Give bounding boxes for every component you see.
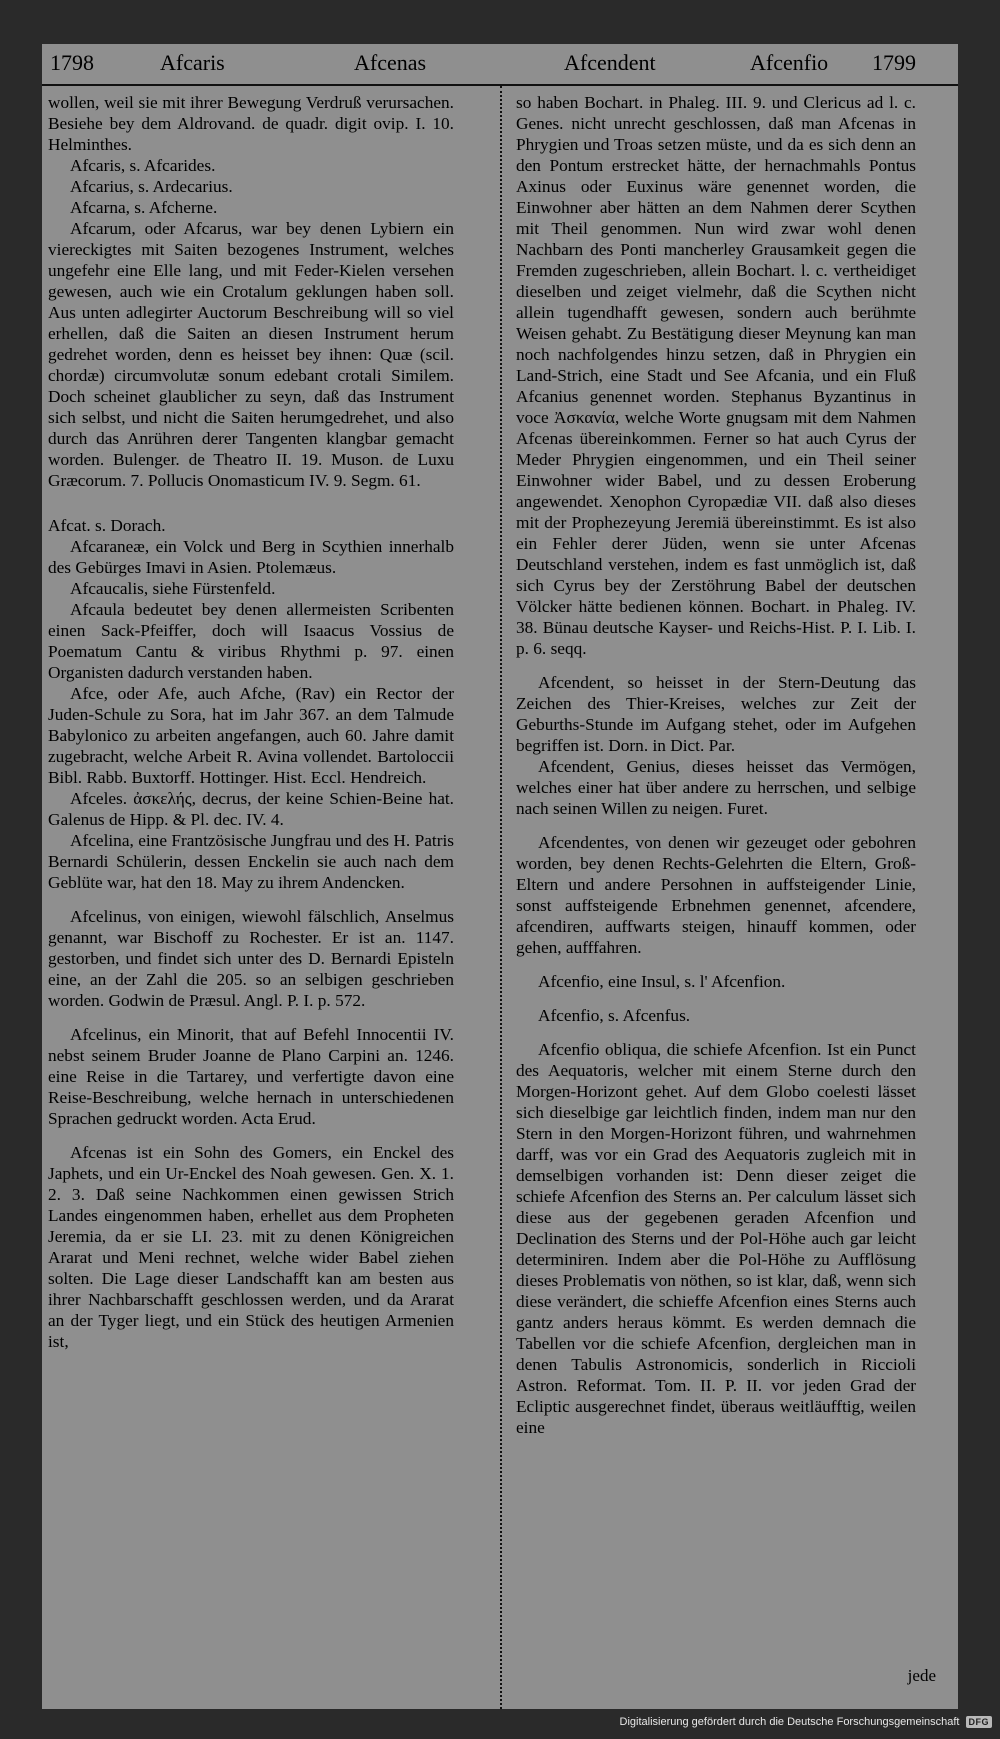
entry-paragraph: Afcat. s. Dorach.	[48, 516, 166, 535]
entry-paragraph: so haben Bochart. in Phaleg. III. 9. und Clericus ad l. c. Genes. nicht unrecht geschlossen, daß man Afcenas in Phrygien und Troas setzen müste, und da es sich denn an den Pontum erstrecket hätte, der hernachmahls Pontus Axinus oder Euxinus wäre genennet worden, die Einwohner aber hätten an dem Nahmen derer Scythen mit Theil genommen. Nun wird zwar wohl denen Nachbarn des Ponti mancherley Grausamkeit gegen die Fremden zugeschrieben, allein Bochart. l. c. vertheidiget dieselben und zeiget vielmehr, daß die Scythen nicht allein tugendhafft gewesen, sondern auch berühmte Weisen gehabt. Zu Bestätigung dieser Meynung kan man noch nachfolgendes hinzu setzen, daß in Phrygien ein Land-Strich, eine Stadt und See Afcania, und ein Fluß Afcanius genennet worden. Stephanus Byzantinus in voce Ἀσκανία, welche Worte gnugsam mit dem Nahmen Afcenas übereinkommen. Ferner so hat auch Cyrus der Meder Phrygien eingenommen, und ein Theil seiner Einwohner wider Babel, und zu dessen Eroberung angewendet. Xenophon Cyropædiæ VII. daß also dieses mit der Prophezeyung Jeremiä übereinstimmt. Es ist also ein Fehler derer Jüden, wenn sie unter Afcenas Deutschland verstehen, indem es fast unmöglich ist, daß sich Cyrus bey der Zerstöhrung Babel der deutschen Völcker hätte bedienen können. Bochart. in Phaleg. IV. 38. Bünau deutsche Kayser- und Reichs-Hist. P. I. Lib. I. p. 6. seqq.	[516, 93, 916, 658]
entry-paragraph: Afcenas ist ein Sohn des Gomers, ein Enckel des Japhets, und ein Ur-Enckel des Noah gewesen. Gen. X. 1. 2. 3. Daß seine Nachkommen einen gewissen Strich Landes eingenommen haben, erhellet aus dem Propheten Jeremia, da er sie LI. 23. mit zu denen Königreichen Ararat und Meni rechnet, welche wider Babel ziehen solten. Die Lage dieser Landschafft kan am besten aus ihrer Nachbarschafft geschlossen werden, und da Ararat an der Tyger liegt, und ein Stück des heutigen Armenien ist,	[48, 1143, 454, 1351]
running-title-left-1: Afcaris	[160, 50, 225, 75]
dfg-logo: DFG	[966, 1716, 993, 1728]
entry-paragraph: Afcendent, so heisset in der Stern-Deutung das Zeichen des Thier-Kreises, welches zur Zeit der Geburths-Stunde im Aufgang stehet, oder im Aufgehen begriffen ist. Dorn. in Dict. Par.	[516, 673, 916, 755]
entry-paragraph: Afce, oder Afe, auch Afche, (Rav) ein Rector der Juden-Schule zu Sora, hat im Jahr 367. an dem Talmude Babylonico zu arbeiten angefangen, auch 60. Jahre damit zugebracht, welche Arbeit R. Avina vollendet. Bartoloccii Bibl. Rabb. Buxtorff. Hottinger. Hist. Eccl. Hendreich.	[48, 684, 454, 787]
entry-paragraph: Afcendentes, von denen wir gezeuget oder gebohren worden, bey denen Rechts-Gelehrten die Eltern, Groß-Eltern und andere Persohnen in auffsteigender Linie, sonst auffsteigende Erbnehmen genennet, afcendere, afcendiren, auffwarts steigen, hinauff kommen, oder gehen, aufffahren.	[516, 833, 916, 957]
left-column	[48, 92, 454, 1352]
entry-paragraph: Afcelinus, von einigen, wiewohl fälschlich, Anselmus genannt, war Bischoff zu Rochester. Er ist an. 1147. gestorben, und findet sich unter des D. Bernardi Episteln eine, an der Zahl die 205. so an selbigen geschrieben worden. Godwin de Præsul. Angl. P. I. p. 572.	[48, 907, 454, 1010]
entry-paragraph: Afcelinus, ein Minorit, that auf Befehl Innocentii IV. nebst seinem Bruder Joanne de Plano Carpini an. 1246. eine Reise in die Tartarey, und verfertigte davon eine Reise-Beschreibung, welche hernach in unterschiedenen Sprachen gedruckt worden. Acta Erud.	[48, 1025, 454, 1128]
entry-paragraph: Afcaula bedeutet bey denen allermeisten Scribenten einen Sack-Pfeiffer, doch will Isaacus Vossius de Poematum Cantu & viribus Rhythmi p. 97. einen Organisten dadurch verstanden haben.	[48, 600, 454, 682]
running-title-right-2: Afcenfio	[750, 50, 829, 75]
entry-paragraph: Afcaraneæ, ein Volck und Berg in Scythien innerhalb des Gebürges Imavi in Asien. Ptolemæus.	[48, 537, 454, 577]
entry-paragraph: Afcelina, eine Frantzösische Jungfrau und des H. Patris Bernardi Schülerin, dessen Enckelin sie auch nach dem Geblüte war, hat den 18. May zu ihrem Andencken.	[48, 831, 454, 892]
running-title-right-1: Afcendent	[564, 50, 656, 75]
column-divider	[500, 86, 502, 1709]
page-number-left: 1798	[50, 50, 94, 75]
entry-paragraph: Afcendent, Genius, dieses heisset das Vermögen, welches einer hat über andere zu herrschen, und selbige nach seinen Willen zu neigen. Furet.	[516, 757, 916, 818]
entry-paragraph: Afcenfio, eine Insul, s. l' Afcenfion.	[538, 972, 786, 991]
page-number-right: 1799	[872, 50, 916, 75]
entry-paragraph: Afcaris, s. Afcarides.	[70, 156, 216, 175]
entry-paragraph: Afcenfio obliqua, die schiefe Afcenfion. Ist ein Punct des Aequatoris, welcher mit einem Sterne durch den Morgen-Horizont gehet. Auf dem Globo coelesti lässet sich dieselbige gar leichtlich finden, indem man nur den Stern in den Morgen-Horizont führen, und wahrnehmen darff, was vor ein Grad des Aequatoris zugleich mit in demselbigen vorhanden ist: Denn dieser zeiget die schiefe Afcenfion des Sterns an. Per calculum lässet sich diese aus der gegebenen geraden Afcenfion und Declination des Sterns und der Pol-Höhe auch gar leicht determiniren. Indem aber die Pol-Höhe zu Aufflösung dieses Problematis von nöthen, so ist klar, daß, wenn sich diese verändert, die schieffe Afcenfion eines Sterns auch gantz anders heraus kömmt. Es werden demnach die Tabellen vor die schiefe Afcenfion, dergleichen man in denen Tabulis Astronomicis, sonderlich in Riccioli Astron. Reformat. Tom. II. P. II. vor jeden Grad der Ecliptic ausgerechnet findet, überaus weitläufftig, weilen eine	[516, 1040, 916, 1437]
entry-paragraph: Afcenfio, s. Afcenfus.	[538, 1006, 691, 1025]
entry-paragraph: Afcarna, s. Afcherne.	[70, 198, 218, 217]
catchword: jede	[907, 1666, 936, 1685]
footer-text: Digitalisierung gefördert durch die Deutsche Forschungsgemeinschaft	[619, 1716, 960, 1728]
entry-paragraph: Afcarius, s. Ardecarius.	[70, 177, 233, 196]
running-title-left-2: Afcenas	[354, 50, 427, 75]
running-header	[42, 44, 958, 86]
entry-paragraph: Afceles. ἀσκελής, decrus, der keine Schien-Beine hat. Galenus de Hipp. & Pl. dec. IV. 4.	[48, 789, 454, 829]
scanned-page	[42, 44, 958, 1709]
entry-paragraph: wollen, weil sie mit ihrer Bewegung Verdruß verursachen. Besiehe bey dem Aldrovand. de quadr. digit ovip. I. 10. Helminthes.	[48, 93, 454, 154]
entry-paragraph: Afcarum, oder Afcarus, war bey denen Lybiern ein viereckigtes mit Saiten bezogenes Instrument, welches ungefehr eine Elle lang, und mit Feder-Kielen versehen gewesen, auch wie ein Crotalum geklungen haben soll. Aus unten adlegirter Auctorum Beschreibung will so viel erhellen, daß die Saiten an diesen Instrument herum gedrehet worden, denn es heisset bey ihnen: Quæ (scil. chordæ) circumvolutæ sonum edebant crotali Similem. Doch scheinet glaublicher zu seyn, daß das Instrument sich selbst, und nicht die Saiten herumgedrehet, und also durch das Anrühren derer Tangenten klangbar gemacht worden. Bulenger. de Theatro II. 19. Muson. de Luxu Græcorum. 7. Pollucis Onomasticum IV. 9. Segm. 61.	[48, 219, 454, 490]
right-column	[516, 92, 916, 1438]
entry-paragraph: Afcaucalis, siehe Fürstenfeld.	[70, 579, 276, 598]
digitization-footer	[620, 1716, 992, 1728]
